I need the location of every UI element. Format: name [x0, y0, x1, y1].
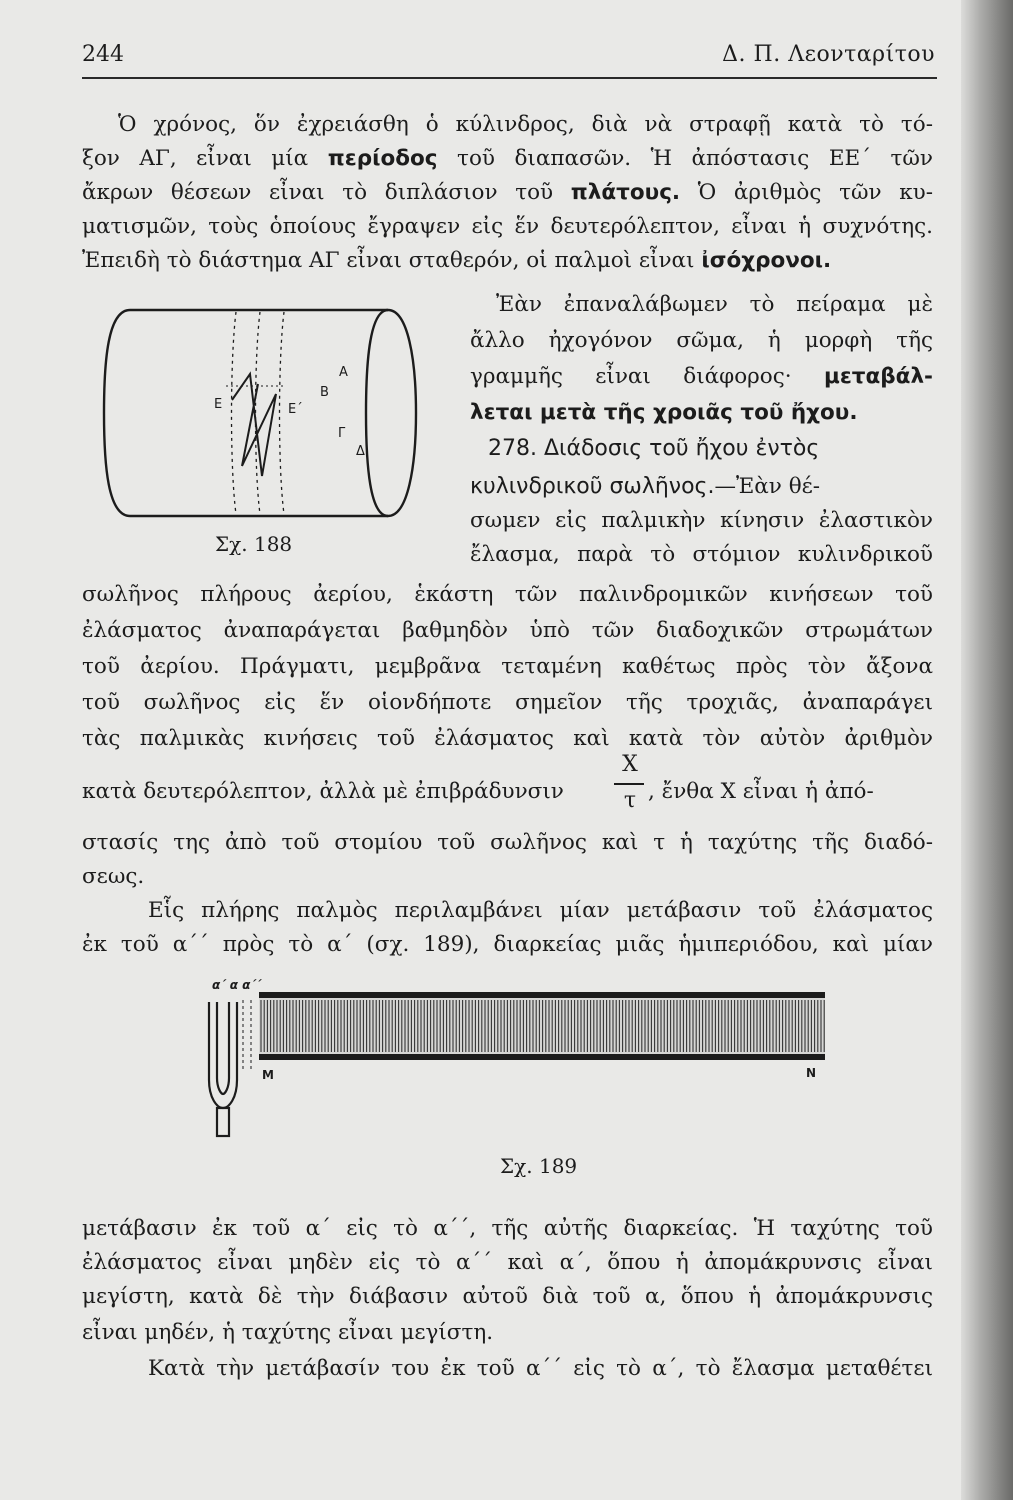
fraction-denominator: τ [623, 788, 637, 813]
figure-188-caption: Σχ. 188 [215, 532, 293, 556]
text-line: ἐκ τοῦ α΄΄ πρὸς τὸ α΄ (σχ. 189), διαρκείας μιᾶς ἡμιπεριόδου, καὶ μίαν [82, 932, 933, 957]
text-line: ἐλάσματος ἀναπαράγεται βαθμηδὸν ὑπὸ τῶν διαδοχικῶν στρωμάτων [82, 618, 933, 643]
fig189-label-alpha: α΄ α α΄΄ [212, 978, 261, 992]
text-line: μεγίστη, κατὰ δὲ τὴν διάβασιν αὐτοῦ διὰ τοῦ α, ὅπου ἡ ἀπομάκρυνσις [82, 1284, 933, 1309]
fig188-label-E-prime: Ε΄ [288, 402, 303, 417]
term-amplitude: πλάτους. [570, 180, 681, 205]
term-changes: μεταβάλ- [824, 364, 933, 389]
text-line: Εἷς πλήρης παλμὸς περιλαμβάνει μίαν μετάβασιν τοῦ ἐλάσματος [148, 898, 933, 923]
text-line: ἄλλο ἠχογόνον σῶμα, ἡ μορφὴ τῆς [470, 328, 933, 353]
text-line: σωλῆνος πλήρους ἀερίου, ἑκάστη τῶν παλινδρομικῶν κινήσεων τοῦ [82, 582, 933, 607]
figure-189-caption: Σχ. 189 [500, 1154, 578, 1178]
text-line: γραμμῆς εἶναι διάφορος· μεταβάλ- [470, 364, 933, 389]
page-number: 244 [82, 42, 124, 67]
text-line: σωμεν εἰς παλμικὴν κίνησιν ἐλαστικὸν [470, 508, 933, 533]
text-line: ξον ΑΓ, εἶναι μία περίοδος τοῦ διαπασῶν. Ἡ ἀπόστασις ΕΕ΄ τῶν [82, 146, 933, 171]
text-line: τοῦ ἀερίου. Πράγματι, μεμβρᾶνα τεταμένη καθέτως πρὸς τὸν ἄξονα [82, 654, 933, 679]
text-line: Κατὰ τὴν μετάβασίν του ἐκ τοῦ α΄΄ εἰς τὸ α΄, τὸ ἔλασμα μεταθέτει [148, 1356, 933, 1381]
text-line: ἔλασμα, παρὰ τὸ στόμιον κυλινδρικοῦ [470, 542, 933, 567]
text-line: Ἐπειδὴ τὸ διάστημα ΑΓ εἶναι σταθερόν, οἱ παλμοὶ εἶναι ἰσόχρονοι. [82, 248, 832, 273]
fig188-label-D: Δ [356, 444, 365, 459]
text-line: εἶναι μηδέν, ἡ ταχύτης εἶναι μεγίστη. [82, 1320, 494, 1345]
text-line: ἐλάσματος εἶναι μηδὲν εἰς τὸ α΄΄ καὶ α΄, ὅπου ἡ ἀπομάκρυνσις εἶναι [82, 1250, 933, 1275]
formula-text-before: κατὰ δευτερόλεπτον, ἀλλὰ μὲ ἐπιβράδυνσιν [82, 779, 564, 804]
text-line: μετάβασιν ἐκ τοῦ α΄ εἰς τὸ α΄΄, τῆς αὐτῆς διαρκείας. Ἡ ταχύτης τοῦ [82, 1216, 933, 1241]
figure-188-cylinder [100, 300, 430, 530]
running-head: Δ. Π. Λεονταρίτου [722, 42, 935, 67]
text-line: τὰς παλμικὰς κινήσεις τοῦ ἐλάσματος καὶ κατὰ τὸν αὐτὸν ἀριθμὸν [82, 726, 933, 751]
fraction-bar [614, 783, 644, 785]
text-line: στασίς της ἀπὸ τοῦ στομίου τοῦ σωλῆνος καὶ τ ἡ ταχύτης τῆς διαδό- [82, 830, 933, 855]
text-line: σεως. [82, 864, 145, 889]
figure-189-tuning-fork-trace [195, 980, 835, 1140]
text-line: ματισμῶν, τοὺς ὁποίους ἔγραψεν εἰς ἕν δευτερόλεπτον, εἶναι ἡ συχνότης. [82, 214, 933, 239]
page-edge-shadow [961, 0, 1013, 1500]
fig188-label-E: Ε [214, 397, 223, 412]
text-line: ἄκρων θέσεων εἶναι τὸ διπλάσιον τοῦ πλάτους. Ὁ ἀριθμὸς τῶν κυ- [82, 180, 933, 205]
fig188-label-A: Α [339, 365, 348, 380]
fig189-label-M: Μ [262, 1068, 274, 1082]
text-line: Ὁ χρόνος, ὅν ἐχρειάσθη ὁ κύλινδρος, διὰ νὰ στραφῇ κατὰ τὸ τό- [118, 112, 933, 137]
header-rule [82, 77, 937, 79]
section-heading-278-cont: κυλινδρικοῦ σωλῆνος. [470, 474, 715, 499]
fig188-label-G: Γ [338, 426, 346, 441]
fig189-label-N: Ν [806, 1066, 817, 1080]
text-line: Ἐὰν ἐπαναλάβωμεν τὸ πείραμα μὲ [496, 292, 933, 317]
text-line: κυλινδρικοῦ σωλῆνος.—Ἐὰν θέ- [470, 474, 821, 499]
fig188-label-B: Β [320, 385, 329, 400]
formula-text-after: , ἔνθα X εἶναι ἡ ἀπό- [648, 779, 874, 804]
section-heading-278: 278. Διάδοσις τοῦ ἤχου ἐντὸς [488, 436, 820, 461]
text-line: τοῦ σωλῆνος εἰς ἕν οἱονδήποτε σημεῖον τῆς τροχιᾶς, ἀναπαράγει [82, 690, 933, 715]
page-header [82, 42, 935, 76]
term-period: περίοδος [327, 146, 438, 171]
fraction-numerator: X [622, 752, 638, 777]
text-line: λεται μετὰ τῆς χροιᾶς τοῦ ἤχου. [470, 400, 858, 425]
term-isochronous: ἰσόχρονοι. [701, 248, 832, 273]
